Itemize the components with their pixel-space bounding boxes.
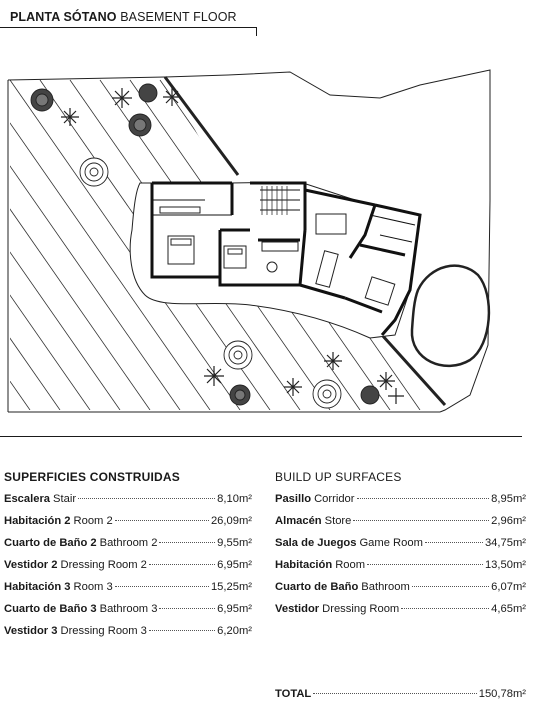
surface-row [275, 581, 526, 603]
room-name-en: Bathroom 2 [99, 537, 158, 549]
room-area: 9,55m² [217, 537, 252, 549]
leader-dots [149, 564, 215, 565]
room-name-en: Room 2 [73, 515, 113, 527]
section-divider [0, 436, 522, 437]
header-underline [0, 27, 256, 28]
tree-round [224, 341, 252, 369]
pond [412, 266, 489, 366]
room-name-es: Cuarto de Baño 2 [4, 537, 97, 549]
leader-dots [412, 586, 489, 587]
leader-dots [357, 498, 490, 499]
surface-row [275, 537, 526, 559]
total-row [275, 688, 526, 700]
room-name-en: Bathroom [361, 581, 410, 593]
leader-dots [159, 542, 215, 543]
leader-dots [115, 520, 209, 521]
leader-dots [159, 608, 215, 609]
surfaces-en-column [275, 470, 526, 625]
tree-dark [230, 385, 250, 405]
room-area: 15,25m² [210, 581, 252, 593]
room-name-en: Corridor [314, 493, 355, 505]
tree-round [80, 158, 108, 186]
plan-title-en: BASEMENT FLOOR [120, 10, 237, 24]
kitchen-counter [262, 242, 298, 251]
tree-dark [31, 89, 53, 111]
room-area: 6,20m² [217, 625, 252, 637]
total-area: 150,78m² [478, 688, 526, 700]
leader-dots [353, 520, 489, 521]
header-underline-tick [256, 27, 257, 36]
plan-title-es: PLANTA SÓTANO [10, 10, 117, 24]
room-name-es: Cuarto de Baño [275, 581, 359, 593]
tree-dark [139, 84, 157, 102]
room-name-en: Dressing Room 3 [60, 625, 147, 637]
room-name-es: Escalera [4, 493, 51, 505]
surface-row [275, 515, 526, 537]
leader-dots [78, 498, 215, 499]
plan-title [10, 10, 237, 24]
room-name-en: Room [335, 559, 366, 571]
room-name-en: Store [324, 515, 352, 527]
leader-dots [367, 564, 483, 565]
room-area: 26,09m² [210, 515, 252, 527]
room-area: 8,95m² [491, 493, 526, 505]
room-name-en: Room 3 [73, 581, 113, 593]
room-area: 8,10m² [217, 493, 252, 505]
room-area: 13,50m² [484, 559, 526, 571]
room-name-en: Dressing Room [322, 603, 400, 615]
room-name-es: Vestidor 3 [4, 625, 58, 637]
leader-dots [149, 630, 215, 631]
room-name-en: Dressing Room 2 [60, 559, 147, 571]
room-area: 6,95m² [217, 603, 252, 615]
surface-row [4, 581, 252, 603]
room-name-en: Game Room [359, 537, 423, 549]
surface-row [4, 537, 252, 559]
tree-dark [361, 386, 379, 404]
total-label: TOTAL [275, 688, 312, 700]
leader-dots [425, 542, 483, 543]
basement-floor-plan [0, 40, 550, 432]
room-name-en: Bathroom 3 [99, 603, 158, 615]
tree-round [313, 380, 341, 408]
retaining-wall [165, 77, 238, 175]
surface-row [4, 493, 252, 515]
room-area: 34,75m² [484, 537, 526, 549]
room-area: 6,95m² [217, 559, 252, 571]
leader-dots [313, 693, 476, 694]
room-name-es: Vestidor 2 [4, 559, 58, 571]
surfaces-es-column [4, 470, 252, 647]
room-name-es: Habitación [275, 559, 333, 571]
room-area: 2,96m² [491, 515, 526, 527]
room-name-es: Habitación 2 [4, 515, 71, 527]
leader-dots [115, 586, 209, 587]
surface-row [4, 603, 252, 625]
surface-row [4, 515, 252, 537]
leader-dots [401, 608, 489, 609]
room-name-es: Cuarto de Baño 3 [4, 603, 97, 615]
room-name-es: Pasillo [275, 493, 312, 505]
room-name-es: Vestidor [275, 603, 320, 615]
room-name-es: Almacén [275, 515, 322, 527]
surfaces-es-title: SUPERFICIES CONSTRUIDAS [4, 470, 180, 484]
surface-row [275, 559, 526, 581]
room-name-en: Stair [53, 493, 77, 505]
surface-row [275, 603, 526, 625]
surface-row [275, 493, 526, 515]
surface-row [4, 625, 252, 647]
room-name-es: Sala de Juegos [275, 537, 357, 549]
room-name-es: Habitación 3 [4, 581, 71, 593]
surface-row [4, 559, 252, 581]
surfaces-en-title: BUILD UP SURFACES [275, 470, 402, 484]
tree-dark [129, 114, 151, 136]
room-area: 4,65m² [491, 603, 526, 615]
room-area: 6,07m² [491, 581, 526, 593]
